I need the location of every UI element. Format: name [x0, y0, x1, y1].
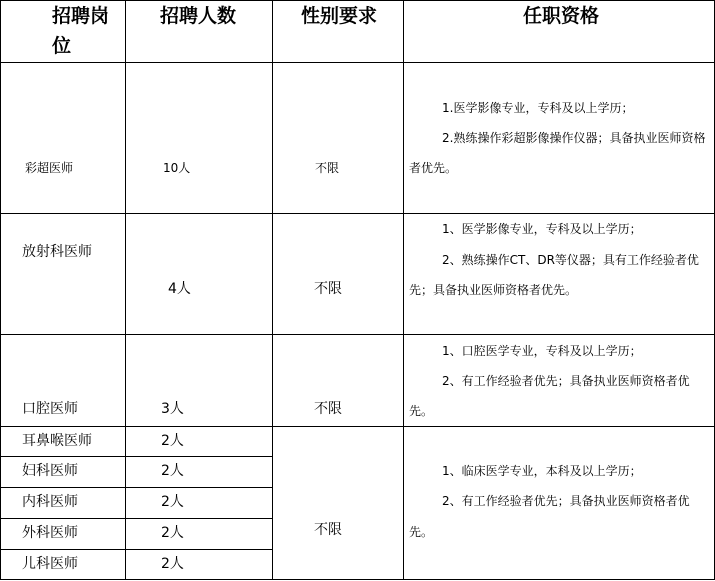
header-position: 招聘岗	[52, 5, 110, 27]
grid-line	[0, 456, 272, 457]
position-cell: 耳鼻喉医师	[22, 433, 92, 449]
grid-line	[0, 579, 715, 580]
requirement-line: 2、有工作经验者优先；具备执业医师资格者优	[442, 374, 690, 388]
gender-cell: 不限	[314, 401, 342, 417]
position-cell: 妇科医师	[22, 463, 78, 479]
count-cell: 10人	[163, 161, 191, 175]
grid-line	[0, 518, 272, 519]
requirement-line: 1、医学影像专业，专科及以上学历；	[442, 222, 642, 236]
requirement-line: 1.医学影像专业，专科及以上学历；	[442, 101, 634, 115]
count-cell: 3人	[161, 401, 184, 417]
header-position-cont: 位	[52, 35, 72, 57]
header-qualification: 任职资格	[523, 5, 600, 27]
position-cell: 儿科医师	[22, 556, 78, 572]
grid-line	[0, 487, 272, 488]
count-cell: 2人	[161, 525, 184, 541]
gender-cell: 不限	[314, 522, 342, 538]
position-cell: 外科医师	[22, 525, 78, 541]
grid-line	[125, 0, 126, 580]
count-cell: 2人	[161, 494, 184, 510]
header-gender: 性别要求	[301, 5, 378, 27]
grid-line	[0, 0, 1, 580]
requirement-line: 1、口腔医学专业，专科及以上学历；	[442, 344, 642, 358]
position-cell: 内科医师	[22, 494, 78, 510]
requirement-line: 2、有工作经验者优先；具备执业医师资格者优	[442, 494, 690, 508]
position-cell: 放射科医师	[22, 244, 92, 260]
position-cell: 口腔医师	[22, 401, 78, 417]
requirement-line: 1、临床医学专业，本科及以上学历；	[442, 464, 642, 478]
grid-line	[0, 334, 715, 335]
grid-line	[403, 0, 404, 580]
grid-line	[0, 62, 715, 63]
grid-line	[0, 549, 272, 550]
requirement-line: 2.熟练操作彩超影像操作仪器；具备执业医师资格	[442, 131, 706, 145]
gender-cell: 不限	[315, 161, 340, 175]
requirement-line: 者优先。	[409, 161, 458, 175]
count-cell: 2人	[161, 433, 184, 449]
count-cell: 4人	[168, 281, 191, 297]
requirement-line: 先。	[409, 525, 434, 539]
gender-cell: 不限	[314, 281, 342, 297]
count-cell: 2人	[161, 556, 184, 572]
count-cell: 2人	[161, 463, 184, 479]
grid-line	[272, 0, 273, 580]
requirement-line: 先。	[409, 404, 434, 418]
requirement-line: 先；具备执业医师资格者优先。	[409, 283, 578, 297]
grid-line	[0, 426, 715, 427]
requirement-line: 2、熟练操作CT、DR等仪器；具有工作经验者优	[442, 253, 699, 267]
grid-line	[0, 0, 715, 1]
header-count: 招聘人数	[160, 5, 237, 27]
position-cell: 彩超医师	[25, 161, 74, 175]
grid-line	[0, 213, 715, 214]
